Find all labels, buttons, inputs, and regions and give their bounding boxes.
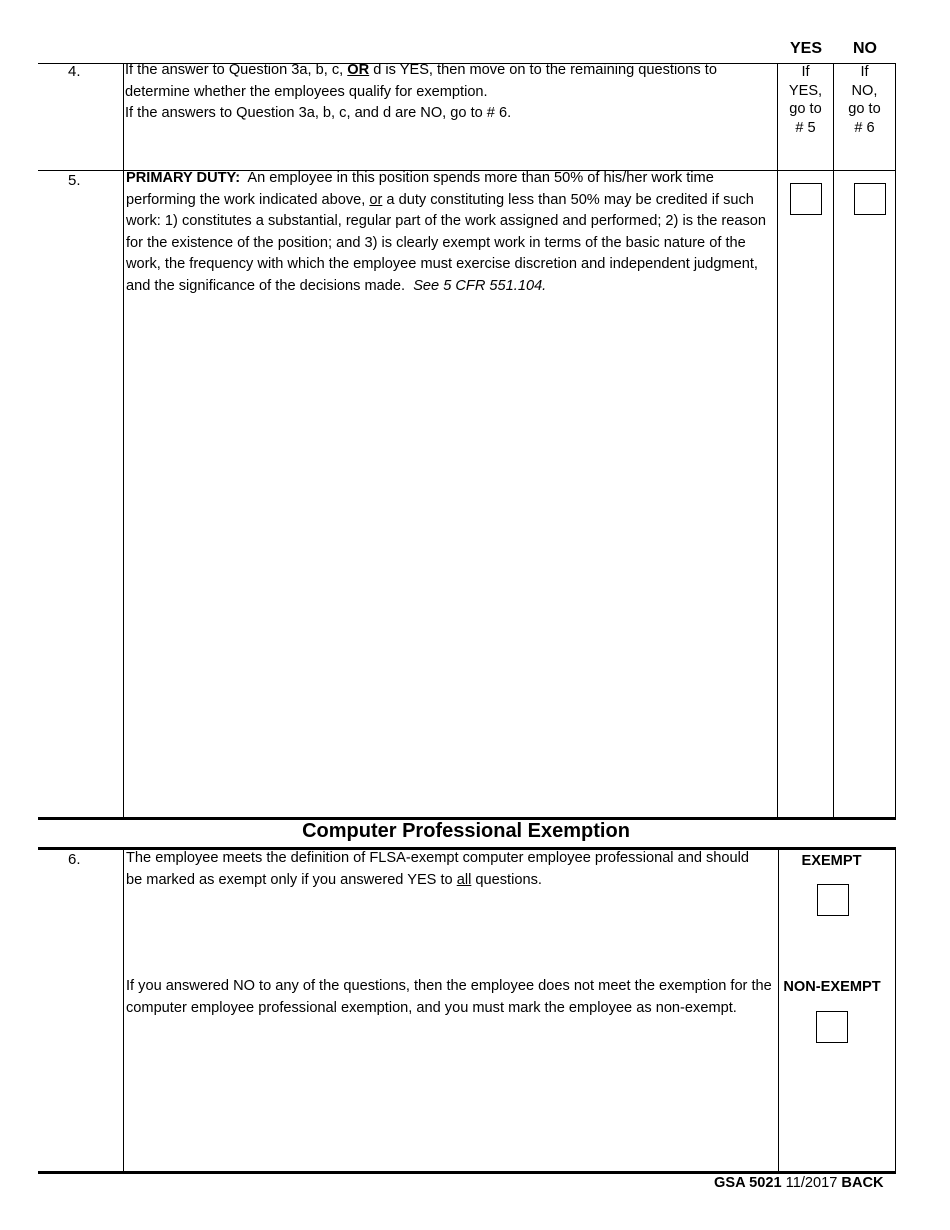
q5-text-part2: a duty constituting less than 50% may be credited if such work: 1) constitutes a substantial, regular part of the work assigned and performed; 2) is the reason for the existence of the position; and 3) is clearly exempt work in terms of the basic nature of the work, the frequency with which the employee must exercise discretion and independent judgment, and the significance of the decisions made. <box>126 191 767 294</box>
question-6-text-1 <box>126 848 756 891</box>
exempt-checkbox[interactable] <box>817 884 849 916</box>
footer-form-number: GSA 5021 <box>714 1175 782 1191</box>
question-5-number: 5. <box>68 172 81 189</box>
yes-no-divider <box>833 63 834 818</box>
q4-yes-line-1: If <box>801 64 810 80</box>
section-title: Computer Professional Exemption <box>302 820 630 842</box>
q5-primary-duty-label: PRIMARY DUTY: <box>126 170 241 186</box>
table-bottom-rule <box>38 1171 896 1174</box>
q4-or-emphasis: OR <box>347 62 370 78</box>
q4-no-line-3: go to <box>848 101 881 117</box>
q4-yes-line-3: go to <box>789 101 822 117</box>
q4-yes-cell <box>778 63 833 137</box>
q6-right-border <box>895 849 896 1173</box>
q6-all-emphasis: all <box>456 871 472 888</box>
q5-text-part1: An employee in this position spends more than 50% of his/her work time performing the work indicated above, <box>126 170 714 208</box>
q5-yes-checkbox[interactable] <box>790 183 822 215</box>
question-4-number: 4. <box>68 63 81 80</box>
question-6-text-2: If you answered NO to any of the questions, then the employee does not meet the exemption for the computer employee professional exemption, and you must mark the employee as non-exempt. <box>126 978 772 1016</box>
q6-text-divider <box>778 849 779 1173</box>
q4-no-cell <box>834 63 895 137</box>
q4-yes-line-4: # 5 <box>795 119 816 136</box>
text-yes-divider <box>777 63 778 818</box>
question-6-number: 6. <box>68 851 81 868</box>
q5-no-checkbox[interactable] <box>854 183 886 215</box>
q4-text-line2: If the answers to Question 3a, b, c, and d are NO, go to # 6. <box>125 105 512 121</box>
non-exempt-label: NON-EXEMPT <box>783 979 881 995</box>
q6-text1-after: questions. <box>475 871 542 888</box>
no-column-header: NO <box>853 40 877 57</box>
q4-text-after: d is YES, then move on to the remaining questions to determine whether the employees qualify for exemption. <box>125 62 717 100</box>
q4-no-line-1: If <box>860 64 869 80</box>
form-footer <box>714 1175 884 1191</box>
q6-text1-before: The employee meets the definition of FLSA-exempt computer employee professional and should be marked as exempt only if you answered YES to <box>126 850 750 888</box>
number-column-divider <box>123 63 124 818</box>
q6-number-divider <box>123 849 124 1173</box>
question-5-text <box>126 168 776 297</box>
non-exempt-checkbox[interactable] <box>816 1011 848 1043</box>
table-right-border <box>895 63 896 818</box>
q5-citation: See 5 CFR 551.104. <box>413 277 547 294</box>
q4-no-line-4: # 6 <box>854 119 875 136</box>
exempt-label: EXEMPT <box>801 853 862 869</box>
q4-text-before: If the answer to Question 3a, b, c, <box>125 62 344 78</box>
footer-date: 11/2017 <box>785 1175 838 1191</box>
q5-or-emphasis: or <box>369 191 383 208</box>
footer-side: BACK <box>841 1175 884 1191</box>
yes-column-header: YES <box>789 40 822 57</box>
q4-yes-line-2: YES, <box>788 82 823 99</box>
question-4-text <box>125 60 775 125</box>
q4-no-line-2: NO, <box>851 82 878 99</box>
